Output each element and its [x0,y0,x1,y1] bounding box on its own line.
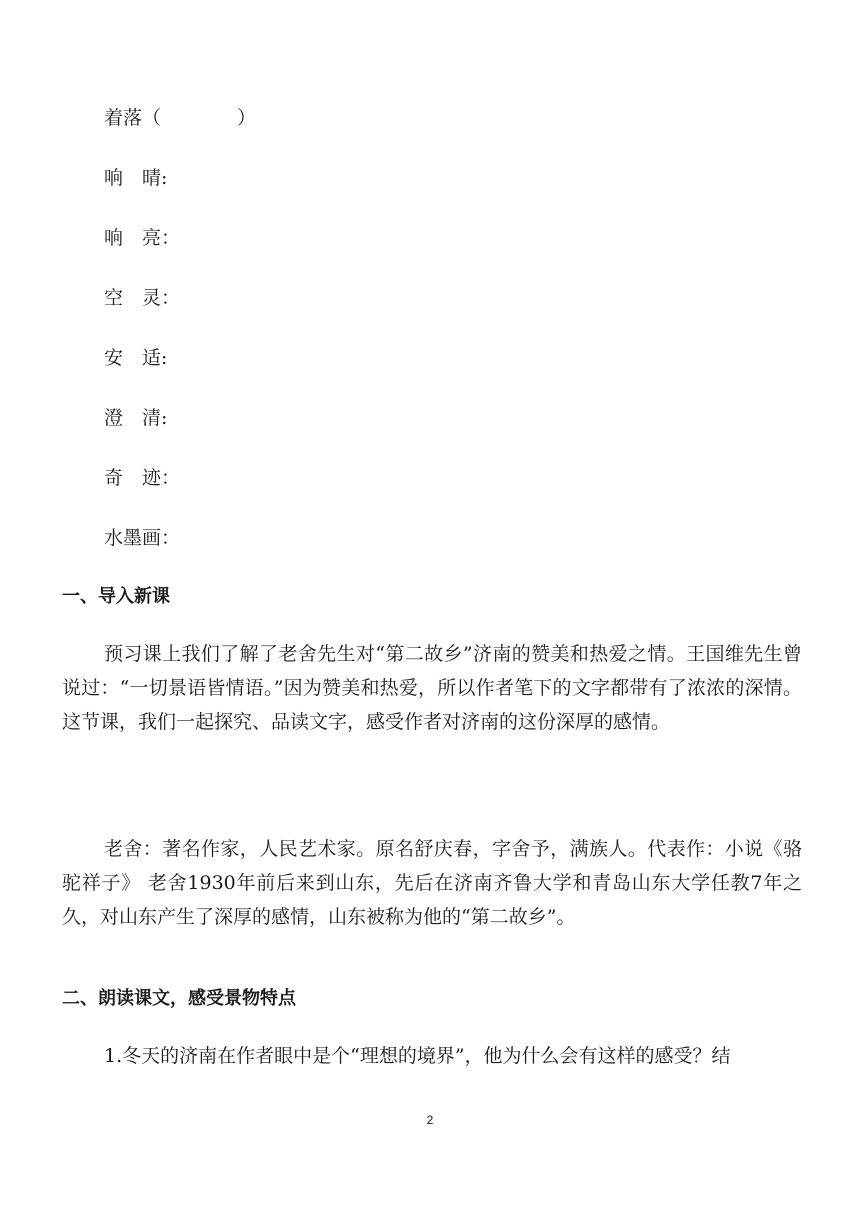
body-paragraph: 预习课上我们了解了老舍先生对“第二故乡”济南的赞美和热爱之情。王国维先生曾说过：“一切景语皆情语。”因为赞美和热爱，所以作者笔下的文字都带有了浓浓的深情。这节课，我们一起探究、品读文字，感受作者对济南的这份深厚的感情。 [62,643,802,733]
vocab-item: 着落（ ） [104,107,257,129]
body-paragraph: 1.冬天的济南在作者眼中是个“理想的境界”，他为什么会有这样的感受？结 [104,1045,731,1067]
vocab-item: 奇 迹： [104,467,181,489]
vocab-item: 响 晴: [104,167,168,189]
section-heading: 一、导入新课 [62,586,170,607]
vocab-item: 水墨画： [104,527,181,549]
vocab-item: 响 亮： [104,227,181,249]
section-heading: 二、朗读课文，感受景物特点 [62,988,296,1009]
page-number: 2 [426,1113,434,1127]
vocab-item: 澄 清: [104,407,168,429]
vocab-item: 空 灵： [104,287,181,309]
vocab-item: 安 适: [104,347,168,369]
body-paragraph: 老舍：著名作家，人民艺术家。原名舒庆春，字舍予，满族人。代表作：小说《骆驼祥子》 老舍1930年前后来到山东，先后在济南齐鲁大学和青岛山东大学任教7年之久，对山东产生了深厚的感情，山东被称为他的“第二故乡”。 [62,838,802,928]
